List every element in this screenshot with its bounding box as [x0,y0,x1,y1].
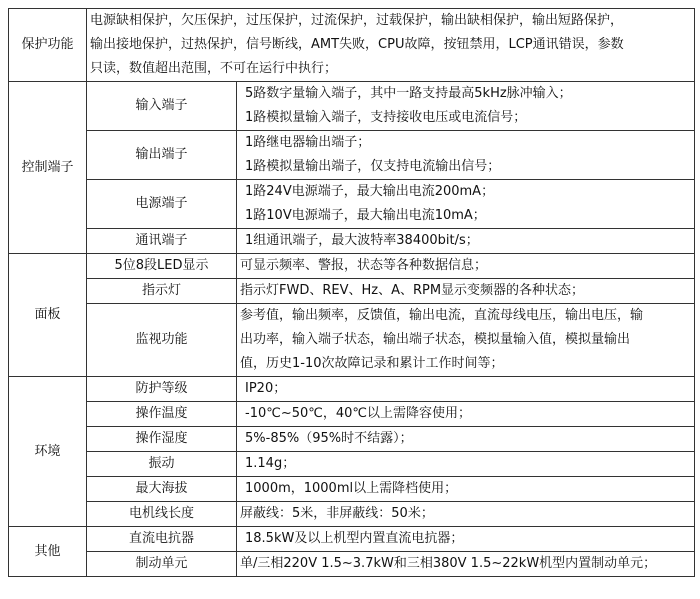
category-control: 控制端子 [9,82,87,254]
category-protection: 保护功能 [9,9,87,82]
value-line: 1路10V电源端子，最大输出电流10mA； [245,208,486,223]
protection-line: 电源缺相保护，欠压保护，过压保护，过流保护，过载保护，输出缺相保护，输出短路保护， [90,13,624,28]
item-label: 防护等级 [87,377,237,402]
value-line: 可显示频率、警报，状态等各种数据信息； [240,258,488,273]
item-value [237,304,695,377]
value-line: 1路继电器输出端子； [245,135,371,150]
item-label: 5位8段LED显示 [87,254,237,279]
item-label: 输出端子 [87,131,237,180]
item-value [237,254,695,279]
item-value [237,279,695,304]
item-value [237,180,695,229]
item-value: 18.5kW及以上机型内置直流电抗器； [237,527,695,552]
item-label: 监视功能 [87,304,237,377]
row-control-comm [9,229,695,254]
value-line: 5路数字量输入端子，其中一路支持最高5kHz脉冲输入； [245,86,572,101]
item-label: 电机线长度 [87,502,237,527]
row-panel-monitor [9,304,695,377]
protection-line: 输出接地保护，过热保护，信号断线，AMT失败，CPU故障，按钮禁用，LCP通讯错误，参数 [90,37,624,52]
category-environment: 环境 [9,377,87,527]
item-value: 5%-85%（95%时不结露）； [237,427,695,452]
category-other: 其他 [9,527,87,577]
protection-line: 只读，数值超出范围，不可在运行中执行； [90,61,338,76]
value-line: 值，历史1-10次故障记录和累计工作时间等； [240,356,504,371]
item-value [237,82,695,131]
item-value: 单/三相220V 1.5~3.7kW和三相380V 1.5~22kW机型内置制动单元； [237,552,695,577]
row-control-output [9,131,695,180]
item-value: IP20； [237,377,695,402]
protection-value [87,9,695,82]
item-label: 输入端子 [87,82,237,131]
value-line: 1路24V电源端子，最大输出电流200mA； [245,184,495,199]
item-value [237,131,695,180]
spec-table [8,8,695,577]
row-env-temperature [9,402,695,427]
item-value [237,229,695,254]
value-line: 出功率，输入端子状态，输出端子状态，模拟量输入值，模拟量输出 [240,332,631,347]
value-line: 参考值，输出频率，反馈值，输出电流，直流母线电压，输出电压，输 [240,308,644,323]
item-label: 制动单元 [87,552,237,577]
row-env-vibration [9,452,695,477]
item-label: 电源端子 [87,180,237,229]
value-line: 1路模拟量输入端子，支持接收电压或电流信号； [245,110,527,125]
row-env-humidity [9,427,695,452]
row-other-brake-unit [9,552,695,577]
row-env-altitude [9,477,695,502]
item-label: 操作湿度 [87,427,237,452]
row-env-cable-length [9,502,695,527]
row-protection [9,9,695,82]
item-value: 屏蔽线：5米，非屏蔽线：50米； [237,502,695,527]
row-control-input [9,82,695,131]
item-label: 直流电抗器 [87,527,237,552]
item-label: 振动 [87,452,237,477]
value-line: 1组通讯端子，最大波特率38400bit/s； [245,233,479,248]
row-other-reactor [9,527,695,552]
row-env-protection-grade [9,377,695,402]
value-line: 指示灯FWD、REV、Hz、A、RPM显示变频器的各种状态； [240,283,585,298]
item-value: 1.14g； [237,452,695,477]
row-control-power [9,180,695,229]
item-label: 通讯端子 [87,229,237,254]
row-panel-led [9,254,695,279]
value-line: 1路模拟量输出端子，仅支持电流输出信号； [245,159,501,174]
item-label: 指示灯 [87,279,237,304]
category-panel: 面板 [9,254,87,377]
item-value: -10℃~50℃，40℃以上需降容使用； [237,402,695,427]
item-value: 1000m，1000ml以上需降档使用； [237,477,695,502]
row-panel-indicator [9,279,695,304]
item-label: 操作温度 [87,402,237,427]
item-label: 最大海拔 [87,477,237,502]
